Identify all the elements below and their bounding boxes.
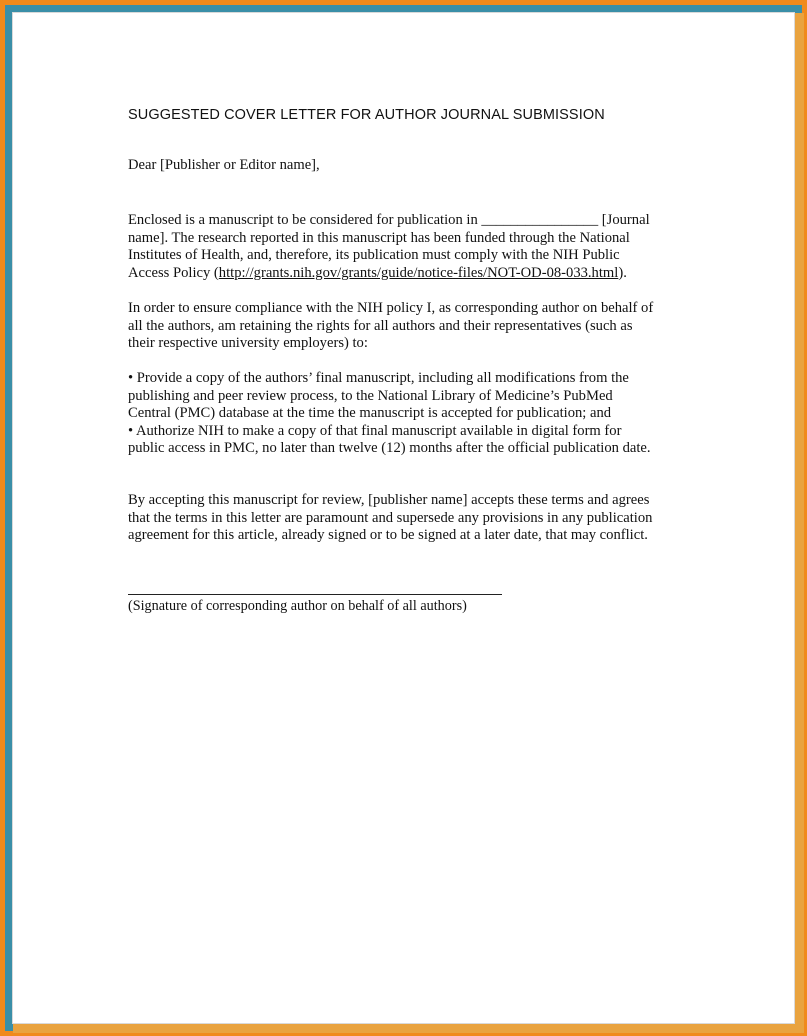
- paragraph-line: Institutes of Health, and, therefore, its publication must comply with the NIH Public: [128, 247, 620, 263]
- signature-caption: (Signature of corresponding author on behalf of all authors): [128, 598, 467, 614]
- paragraph-line: By accepting this manuscript for review, [publisher name] accepts these terms and agrees: [128, 492, 650, 508]
- salutation: [128, 157, 698, 175]
- paragraph-line: that the terms in this letter are paramount and supersede any provisions in any publication: [128, 509, 653, 526]
- bullet-item-line: • Authorize NIH to make a copy of that final manuscript available in digital form for: [128, 422, 622, 439]
- document-heading: SUGGESTED COVER LETTER FOR AUTHOR JOURNAL SUBMISSION: [128, 107, 605, 123]
- bullet-item-line: Central (PMC) database at the time the manuscript is accepted for publication; and: [128, 405, 612, 421]
- paragraph-line: In order to ensure compliance with the NIH policy I, as corresponding author on behalf of: [128, 300, 654, 316]
- paragraph-line: [128, 265, 698, 283]
- salutation-text: Dear [Publisher or Editor name],: [128, 157, 320, 173]
- signature-line: [128, 594, 502, 595]
- access-policy-suffix: ).: [618, 264, 627, 281]
- paragraph-funding: [128, 212, 698, 282]
- paragraph-line: all the authors, am retaining the rights for all authors and their representatives (such as: [128, 317, 633, 334]
- paragraph-terms: [128, 492, 698, 545]
- bullet-item-line: publishing and peer review process, to the National Library of Medicine’s PubMed: [128, 387, 613, 404]
- bullet-item-line: public access in PMC, no later than twelve (12) months after the official publication date.: [128, 440, 651, 456]
- paragraph-line: Enclosed is a manuscript to be considered for publication in ________________ [Journal: [128, 212, 650, 228]
- paragraph-compliance: [128, 300, 698, 353]
- bullet-item-line: • Provide a copy of the authors’ final manuscript, including all modifications from the: [128, 370, 629, 386]
- paragraph-line: name]. The research reported in this manuscript has been funded through the National: [128, 229, 630, 246]
- bullet-list: [128, 370, 698, 458]
- nih-notice-link[interactable]: http://grants.nih.gov/grants/guide/notice-files/NOT-OD-08-033.html: [218, 264, 619, 281]
- document-page: [12, 12, 795, 1024]
- access-policy-prefix: Access Policy (: [128, 264, 219, 281]
- paragraph-line: agreement for this article, already signed or to be signed at a later date, that may conflict.: [128, 527, 648, 543]
- paragraph-line: their respective university employers) to:: [128, 335, 368, 351]
